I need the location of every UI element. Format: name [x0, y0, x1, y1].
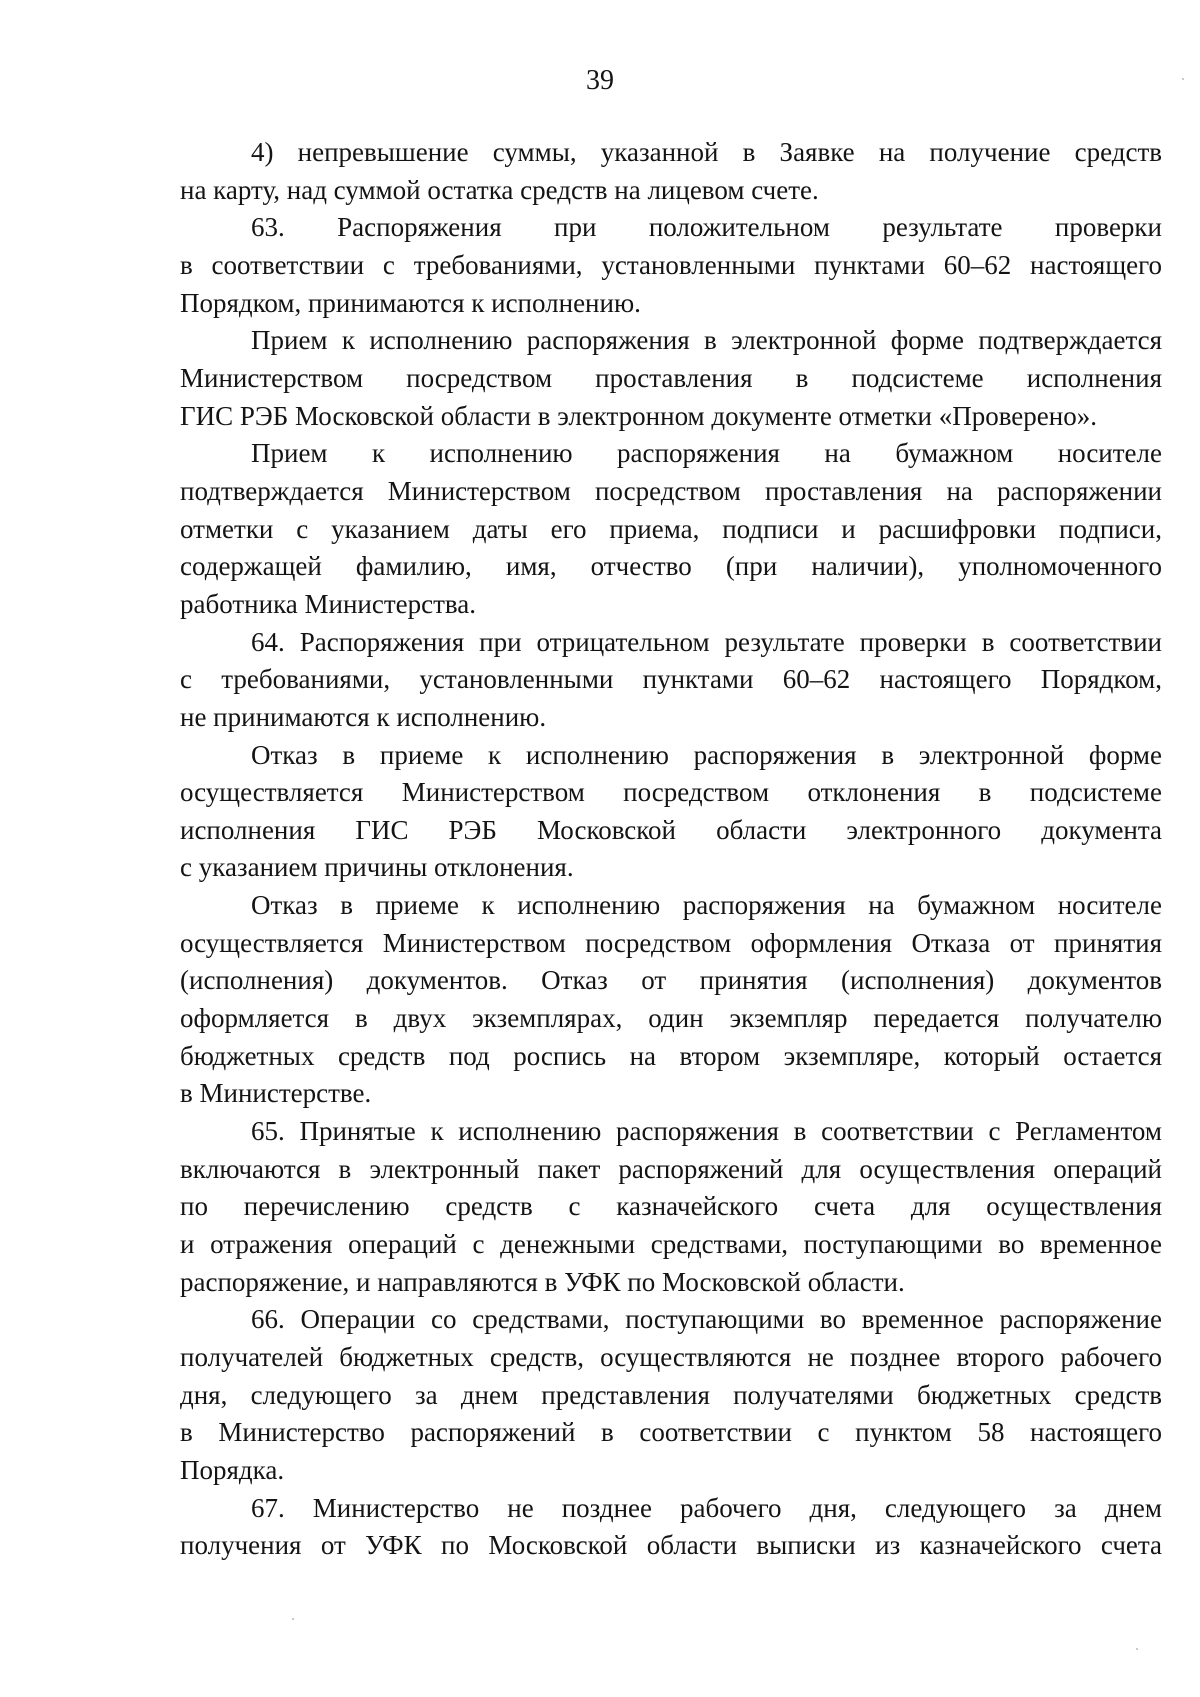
paragraph-67 [180, 1490, 1162, 1565]
text-line: 66. Операции со средствами, поступающими во временное распоряжение [251, 1304, 1162, 1335]
paragraph-item-4 [180, 134, 1162, 209]
text-line: с указанием причины отклонения. [180, 852, 574, 883]
text-line: Отказ в приеме к исполнению распоряжения в электронной форме [251, 739, 1162, 770]
text-line: исполнения ГИС РЭБ Московской области электронного документа [180, 814, 1162, 845]
text-line: получателей бюджетных средств, осуществляются не позднее второго рабочего [180, 1342, 1162, 1372]
text-line: 65. Принятые к исполнению распоряжения в соответствии с Регламентом [251, 1116, 1162, 1147]
text-line: осуществляется Министерством посредством оформления Отказа от принятия [180, 927, 1162, 958]
text-line: дня, следующего за днем представления получателями бюджетных средств [180, 1379, 1162, 1410]
text-line: 4) непревышение суммы, указанной в Заявке на получение средств [251, 137, 1162, 167]
text-line: ГИС РЭБ Московской области в электронном документе отметки «Проверено». [180, 400, 1097, 431]
paragraph-electronic-refusal [180, 737, 1162, 888]
text-line: бюджетных средств под роспись на втором экземпляре, который остается [180, 1040, 1162, 1071]
text-line: подтверждается Министерством посредством проставления на распоряжении [180, 475, 1162, 506]
text-line: Прием к исполнению распоряжения на бумажном носителе [251, 438, 1162, 469]
text-line: с требованиями, установленными пунктами 60–62 настоящего Порядком, [180, 664, 1162, 695]
text-line: Порядка. [180, 1454, 285, 1485]
text-line: по перечислению средств с казначейского счета для осуществления [180, 1191, 1162, 1222]
text-line: Министерством посредством проставления в подсистеме исполнения [180, 362, 1162, 393]
text-line: в Министерство распоряжений в соответствии с пунктом 58 настоящего [180, 1417, 1162, 1448]
document-body [180, 134, 1162, 1565]
text-line: Прием к исполнению распоряжения в электронной форме подтверждается [251, 325, 1162, 356]
text-line: включаются в электронный пакет распоряжений для осуществления операций [180, 1153, 1162, 1184]
text-line: отметки с указанием даты его приема, подписи и расшифровки подписи, [180, 513, 1162, 544]
paragraph-64 [180, 624, 1162, 737]
text-line: осуществляется Министерством посредством отклонения в подсистеме [180, 777, 1162, 808]
page-number: 39 [586, 65, 614, 96]
text-line: и отражения операций с денежными средствами, поступающими во временное [180, 1229, 1162, 1260]
text-line: 64. Распоряжения при отрицательном результате проверки в соответствии [251, 626, 1162, 657]
text-line: в Министерстве. [180, 1078, 372, 1109]
paragraph-electronic-acceptance [180, 322, 1162, 435]
paragraph-66 [180, 1301, 1162, 1489]
text-line: не принимаются к исполнению. [180, 701, 547, 732]
text-line: Порядком, принимаются к исполнению. [180, 287, 641, 318]
text-line: содержащей фамилию, имя, отчество (при наличии), уполномоченного [180, 551, 1162, 582]
text-line: работника Министерства. [180, 588, 477, 619]
text-line: в соответствии с требованиями, установленными пунктами 60–62 настоящего [180, 249, 1162, 280]
scan-speck [1182, 78, 1184, 80]
text-line: получения от УФК по Московской области выписки из казначейского счета [180, 1530, 1162, 1561]
text-line: оформляется в двух экземплярах, один экземпляр передается получателю [180, 1003, 1162, 1034]
text-line: Отказ в приеме к исполнению распоряжения на бумажном носителе [251, 890, 1162, 921]
text-line: на карту, над суммой остатка средств на лицевом счете. [180, 174, 819, 205]
text-line: 63. Распоряжения при положительном результате проверки [251, 212, 1162, 243]
scan-speck [1136, 1648, 1138, 1650]
text-line: распоряжение, и направляются в УФК по Московской области. [180, 1266, 905, 1297]
text-line: (исполнения) документов. Отказ от принятия (исполнения) документов [180, 965, 1162, 996]
paragraph-65 [180, 1113, 1162, 1301]
text-line: 67. Министерство не позднее рабочего дня, следующего за днем [251, 1492, 1162, 1523]
paragraph-63 [180, 209, 1162, 322]
paragraph-paper-refusal [180, 887, 1162, 1113]
scan-speck [292, 1618, 294, 1620]
paragraph-paper-acceptance [180, 435, 1162, 623]
